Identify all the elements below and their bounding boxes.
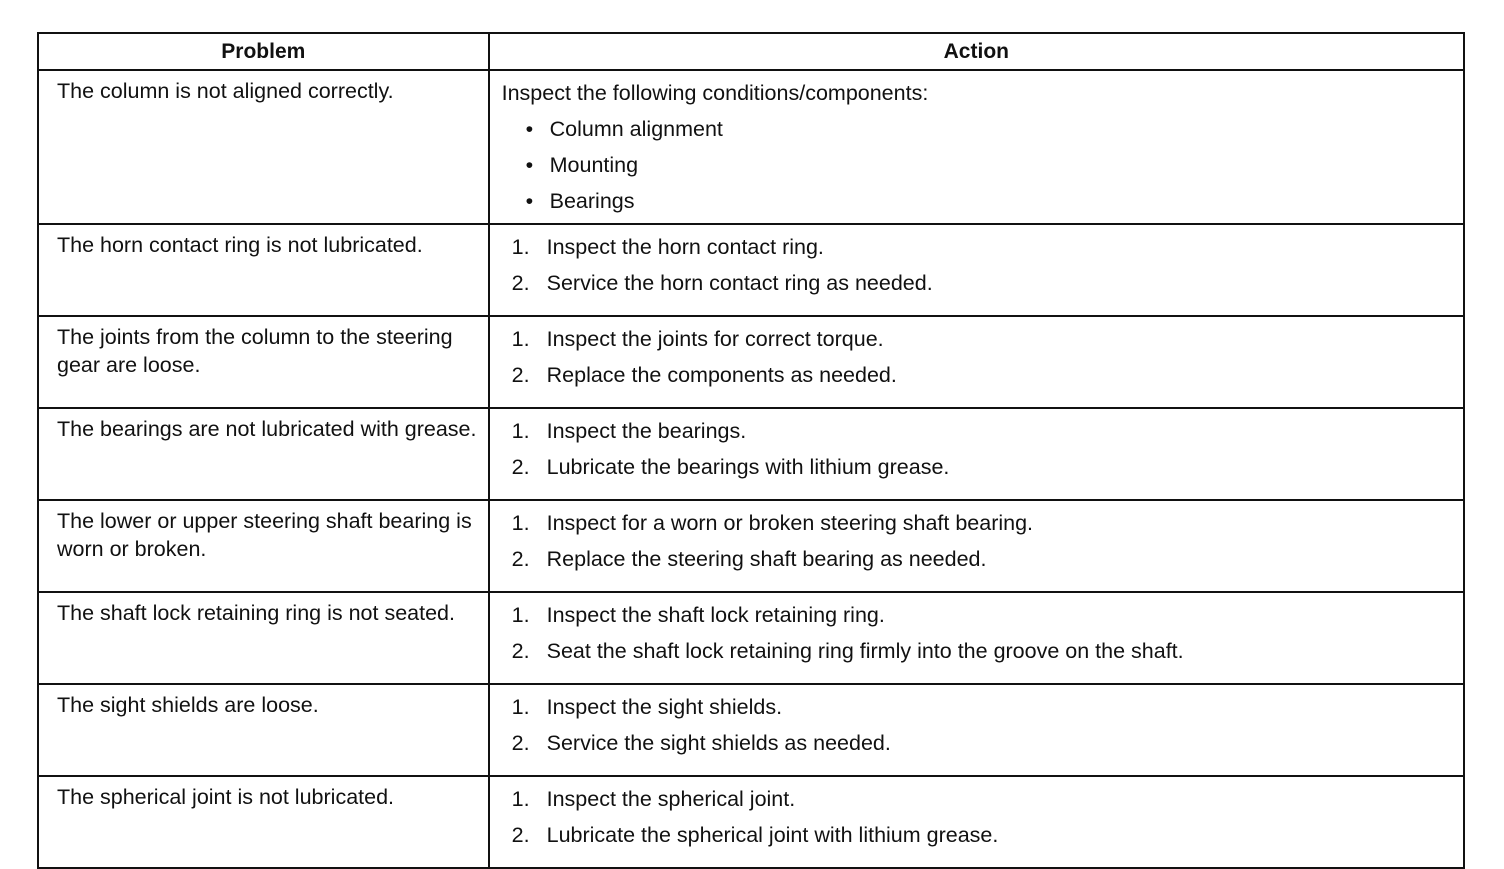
problem-text: The joints from the column to the steering gear are loose. [57,325,453,377]
problem-text: The shaft lock retaining ring is not seated. [57,601,455,625]
step-item [512,325,1453,353]
bullet-item [524,187,1453,215]
table-row [38,70,1464,224]
problem-cell [38,316,489,408]
step-item [512,637,1453,665]
header-action: Action [489,33,1464,70]
problem-text: The spherical joint is not lubricated. [57,785,395,809]
table-row [38,316,1464,408]
problem-text: The bearings are not lubricated with grease. [57,417,477,441]
step-item [512,545,1453,573]
action-cell [489,316,1464,408]
step-text: Lubricate the spherical joint with lithium grease. [546,823,999,847]
step-text: Inspect the sight shields. [546,695,783,719]
header-row [38,33,1464,70]
problem-cell [38,684,489,776]
step-number: 2 . [512,729,536,757]
table-body [38,70,1464,868]
step-list [502,785,1453,849]
table-row [38,224,1464,316]
step-text: Inspect the shaft lock retaining ring. [546,603,885,627]
step-text: Replace the components as needed. [546,363,897,387]
step-text: Inspect the joints for correct torque. [546,327,884,351]
step-item [512,785,1453,813]
action-cell [489,684,1464,776]
problem-cell [38,776,489,868]
step-number: 2 . [512,453,536,481]
bullet-item [524,151,1453,179]
step-text: Service the sight shields as needed. [546,731,891,755]
step-number: 2 . [512,361,536,389]
step-list [502,693,1453,757]
table-row [38,684,1464,776]
step-number: 1 . [512,417,536,445]
step-text: Seat the shaft lock retaining ring firmly into the groove on the shaft. [546,639,1184,663]
step-text: Inspect the bearings. [546,419,747,443]
problem-text: The sight shields are loose. [57,693,319,717]
step-number: 2 . [512,269,536,297]
action-cell [489,224,1464,316]
problem-cell [38,70,489,224]
step-number: 1 . [512,233,536,261]
step-text: Replace the steering shaft bearing as needed. [546,547,987,571]
step-list [502,233,1453,297]
step-number: 1 . [512,785,536,813]
table-header [38,33,1464,70]
table-row [38,776,1464,868]
step-number: 1 . [512,693,536,721]
bullet-list [502,115,1453,215]
bullet-icon: • [525,189,534,213]
step-item [512,269,1453,297]
bullet-text: Bearings [549,189,635,213]
step-list [502,601,1453,665]
step-text: Inspect the horn contact ring. [546,235,824,259]
step-number: 2 . [512,545,536,573]
step-item [512,417,1453,445]
step-text: Inspect for a worn or broken steering shaft bearing. [546,511,1034,535]
step-number: 1 . [512,509,536,537]
problem-text: The column is not aligned correctly. [57,79,394,103]
step-item [512,821,1453,849]
step-number: 2 . [512,821,536,849]
action-cell [489,70,1464,224]
step-item [512,601,1453,629]
problem-cell [38,224,489,316]
troubleshooting-table [37,32,1465,869]
bullet-icon: • [525,117,534,141]
step-item [512,729,1453,757]
header-problem: Problem [38,33,489,70]
step-number: 2 . [512,637,536,665]
step-number: 1 . [512,325,536,353]
step-number: 1 . [512,601,536,629]
step-list [502,509,1453,573]
step-item [512,693,1453,721]
step-text: Lubricate the bearings with lithium grease. [546,455,950,479]
step-item [512,233,1453,261]
step-item [512,509,1453,537]
action-cell [489,500,1464,592]
problem-text: The lower or upper steering shaft bearing is worn or broken. [57,509,472,561]
problem-cell [38,500,489,592]
problem-cell [38,592,489,684]
problem-cell [38,408,489,500]
step-text: Service the horn contact ring as needed. [546,271,933,295]
bullet-item [524,115,1453,143]
step-text: Inspect the spherical joint. [546,787,796,811]
bullet-text: Mounting [549,153,639,177]
action-intro: Inspect the following conditions/components: [501,81,929,105]
step-item [512,361,1453,389]
problem-text: The horn contact ring is not lubricated. [57,233,423,257]
action-cell [489,408,1464,500]
bullet-icon: • [525,153,534,177]
table-row [38,408,1464,500]
action-cell [489,592,1464,684]
table-row [38,500,1464,592]
step-item [512,453,1453,481]
table-row [38,592,1464,684]
bullet-text: Column alignment [549,117,723,141]
step-list [502,417,1453,481]
action-cell [489,776,1464,868]
step-list [502,325,1453,389]
